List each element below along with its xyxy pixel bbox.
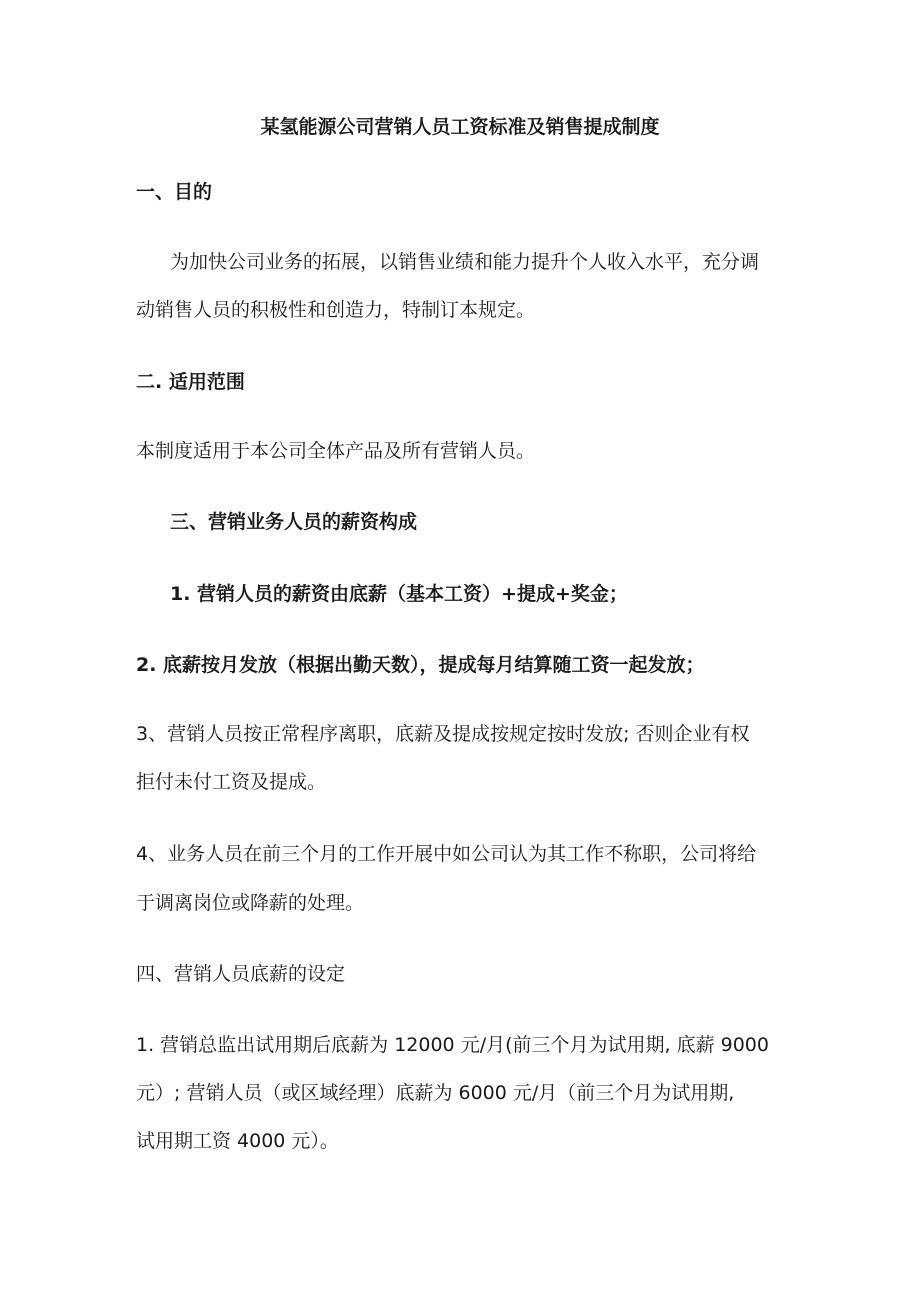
paragraph-purpose-line-1: 为加快公司业务的拓展，以销售业绩和能力提升个人收入水平，充分调 [170,251,760,273]
list-item-base-salary-line-1: 1. 营销总监出试用期后底薪为 12000 元/月(前三个月为试用期, 底薪 9000 [136,1034,769,1056]
list-item-salary-payment: 2. 底薪按月发放（根据出勤天数），提成每月结算随工资一起发放； [136,654,705,676]
list-item-resignation-line-2: 拒付未付工资及提成。 [136,771,327,793]
list-item-resignation-line-1: 3、营销人员按正常程序离职，底薪及提成按规定按时发放; 否则企业有权 [136,723,750,745]
paragraph-purpose-line-2: 动销售人员的积极性和创造力，特制订本规定。 [136,299,536,321]
list-item-probation-line-2: 于调离岗位或降薪的处理。 [136,892,365,914]
document-title: 某氢能源公司营销人员工资标准及销售提成制度 [260,116,660,138]
section-heading-salary-structure: 三、营销业务人员的薪资构成 [170,511,418,533]
paragraph-scope: 本制度适用于本公司全体产品及所有营销人员。 [136,440,536,462]
list-item-base-salary-line-3: 试用期工资 4000 元）。 [136,1130,339,1152]
section-heading-base-salary: 四、营销人员底薪的设定 [136,963,346,985]
section-heading-scope: 二. 适用范围 [136,371,245,393]
list-item-base-salary-line-2: 元）; 营销人员（或区域经理）底薪为 6000 元/月（前三个月为试用期, [136,1082,735,1104]
list-item-probation-line-1: 4、业务人员在前三个月的工作开展中如公司认为其工作不称职，公司将给 [136,843,757,865]
section-heading-purpose: 一、目的 [136,181,213,203]
list-item-salary-composition: 1. 营销人员的薪资由底薪（基本工资）+提成+奖金； [170,583,628,605]
